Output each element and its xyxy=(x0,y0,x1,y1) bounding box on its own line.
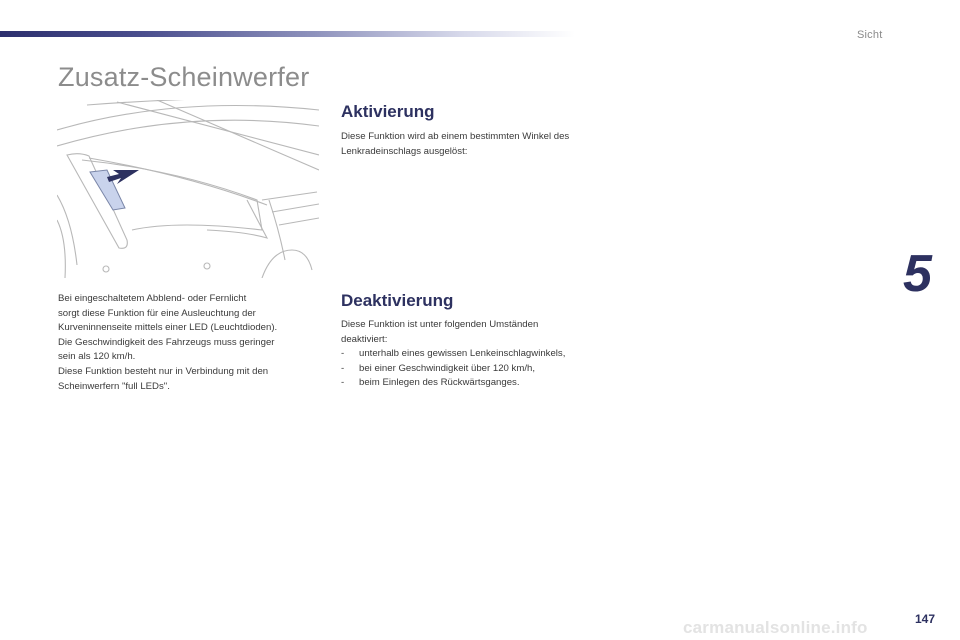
deactivation-bullet-list xyxy=(341,347,611,391)
activation-text xyxy=(341,130,611,159)
intro-line: sorgt diese Funktion für eine Ausleuchtung der xyxy=(58,307,256,319)
deactivation-line: deaktiviert: xyxy=(341,333,388,345)
bullet-text: unterhalb eines gewissen Lenkeinschlagwinkels, xyxy=(359,348,566,360)
intro-line: Bei eingeschaltetem Abblend- oder Fernlicht xyxy=(58,293,247,304)
bullet-marker: - xyxy=(341,348,345,360)
bullet-marker: - xyxy=(341,362,345,374)
chapter-number: 5 xyxy=(903,245,932,303)
intro-line: Scheinwerfern "full LEDs". xyxy=(58,380,170,392)
header-gradient-bar xyxy=(0,31,575,37)
intro-line: Die Geschwindigkeit des Fahrzeugs muss geringer xyxy=(58,336,275,348)
bullet-text: bei einer Geschwindigkeit über 120 km/h, xyxy=(359,362,535,374)
activation-line: Lenkradeinschlags ausgelöst: xyxy=(341,145,468,157)
watermark: carmanualsonline.info xyxy=(683,618,868,637)
bullet-marker: - xyxy=(341,377,345,389)
activation-heading: Aktivierung xyxy=(341,102,435,121)
intro-paragraph xyxy=(58,292,318,394)
intro-line: Diese Funktion besteht nur in Verbindung mit den xyxy=(58,365,269,377)
list-item xyxy=(341,347,611,362)
deactivation-heading: Deaktivierung xyxy=(341,291,454,310)
intro-line: sein als 120 km/h. xyxy=(58,351,136,363)
intro-line: Kurveninnenseite mittels einer LED (Leuchtdioden). xyxy=(58,322,278,334)
deactivation-text xyxy=(341,318,611,391)
bullet-text: beim Einlegen des Rückwärtsganges. xyxy=(359,377,520,389)
headlamp-illustration xyxy=(57,100,319,278)
deactivation-line: Diese Funktion ist unter folgenden Umständen xyxy=(341,319,539,330)
section-label: Sicht xyxy=(857,29,883,41)
page-title: Zusatz-Scheinwerfer xyxy=(58,62,310,92)
list-item xyxy=(341,376,611,391)
page-number: 147 xyxy=(915,612,936,626)
list-item xyxy=(341,362,611,377)
activation-line: Diese Funktion wird ab einem bestimmten Winkel des xyxy=(341,131,570,142)
